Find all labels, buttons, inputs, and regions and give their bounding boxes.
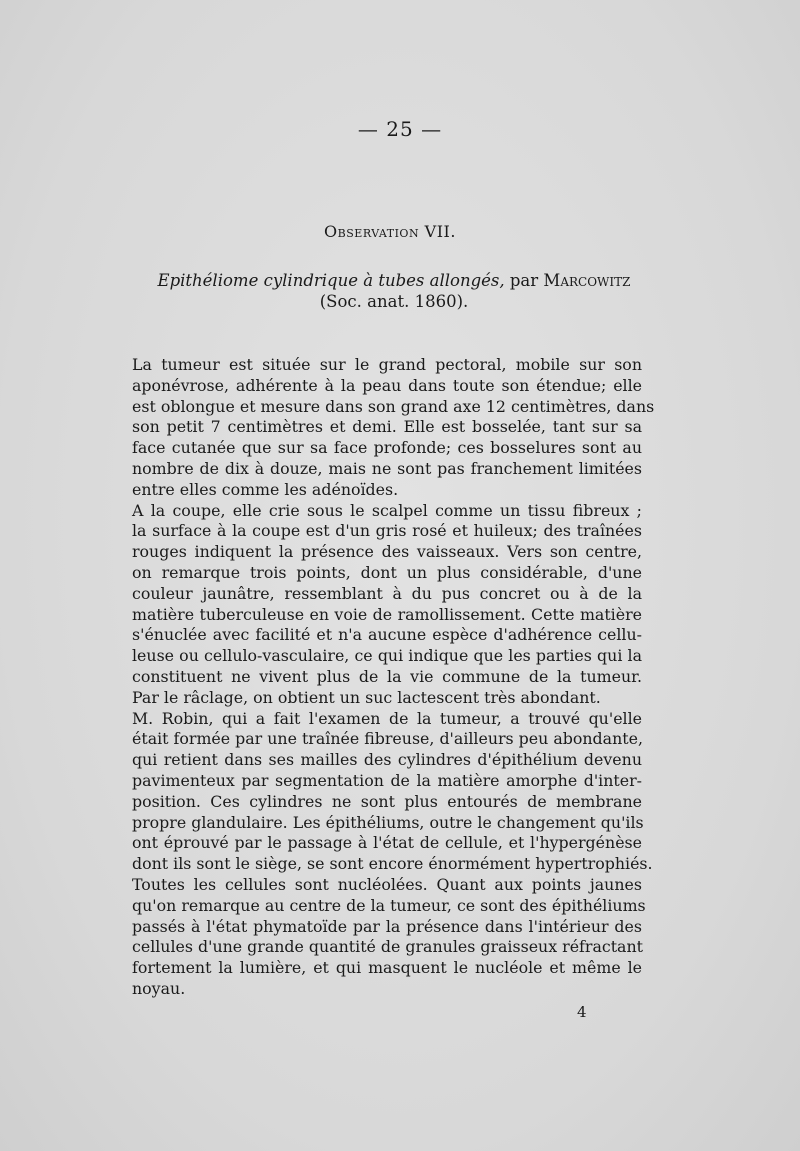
body-line: position. Ces cylindres ne sont plus entourés de membrane bbox=[132, 791, 642, 811]
subtitle-source: (Soc. anat. 1860). bbox=[319, 292, 469, 311]
body-line: ont éprouvé par le passage à l'état de cellule, et l'hypergénèse bbox=[132, 833, 642, 853]
body-line: on remarque trois points, dont un plus considérable, d'une bbox=[132, 562, 642, 582]
body-line: fortement la lumière, et qui masquent le nucléole et même le bbox=[132, 958, 642, 978]
body-line: La tumeur est située sur le grand pectoral, mobile sur son bbox=[132, 355, 642, 374]
signature-mark: 4 bbox=[577, 1003, 587, 1021]
body-text bbox=[132, 355, 655, 1000]
body-line: Par le râclage, on obtient un suc lactescent très abondant. bbox=[132, 687, 601, 707]
body-line: rouges indiquent la présence des vaisseaux. Vers son centre, bbox=[132, 542, 642, 562]
page-number: — 25 — bbox=[357, 117, 443, 141]
body-line: pavimenteux par segmentation de la matière amorphe d'inter- bbox=[132, 770, 642, 790]
body-line: la surface à la coupe est d'un gris rosé et huileux; des traînées bbox=[132, 521, 642, 541]
body-line: était formée par une traînée fibreuse, d'ailleurs peu abondante, bbox=[132, 729, 643, 749]
subtitle-italic: Epithéliome cylindrique à tubes allongés, bbox=[157, 271, 505, 290]
observation-subtitle bbox=[0, 270, 788, 312]
body-line: qu'on remarque au centre de la tumeur, ce sont des épithéliums bbox=[132, 895, 646, 915]
body-line: son petit 7 centimètres et demi. Elle est bosselée, tant sur sa bbox=[132, 417, 642, 437]
body-line: constituent ne vivent plus de la vie commune de la tumeur. bbox=[132, 666, 642, 686]
body-line: noyau. bbox=[132, 978, 186, 998]
body-line: dont ils sont le siège, se sont encore énormément hypertrophiés. bbox=[132, 854, 653, 874]
body-line: leuse ou cellulo-vasculaire, ce qui indique que les parties qui la bbox=[132, 646, 642, 666]
body-line: cellules d'une grande quantité de granules graisseux réfractant bbox=[132, 937, 643, 957]
body-line: propre glandulaire. Les épithéliums, outre le changement qu'ils bbox=[132, 812, 644, 832]
body-line: A la coupe, elle crie sous le scalpel comme un tissu fibreux ; bbox=[132, 500, 642, 520]
observation-title: Observation VII. bbox=[324, 222, 456, 241]
body-line: couleur jaunâtre, ressemblant à du pus concret ou à de la bbox=[132, 583, 642, 603]
body-line: entre elles comme les adénoïdes. bbox=[132, 479, 399, 499]
body-line: face cutanée que sur sa face profonde; ces bosselures sont au bbox=[132, 438, 642, 458]
body-line: matière tuberculeuse en voie de ramollissement. Cette matière bbox=[132, 604, 642, 624]
body-line: s'énuclée avec facilité et n'a aucune espèce d'adhérence cellu- bbox=[132, 625, 642, 645]
body-line: passés à l'état phymatoïde par la présence dans l'intérieur des bbox=[132, 916, 642, 936]
body-line: aponévrose, adhérente à la peau dans toute son étendue; elle bbox=[132, 375, 642, 395]
body-line: M. Robin, qui a fait l'examen de la tumeur, a trouvé qu'elle bbox=[132, 708, 642, 728]
subtitle-author: Marcowitz bbox=[543, 271, 631, 290]
subtitle-by: par bbox=[509, 271, 539, 290]
body-line: nombre de dix à douze, mais ne sont pas franchement limitées bbox=[132, 458, 642, 478]
body-line: qui retient dans ses mailles des cylindres d'épithélium devenu bbox=[132, 750, 642, 770]
body-line: Toutes les cellules sont nucléolées. Quant aux points jaunes bbox=[132, 874, 642, 894]
body-line: est oblongue et mesure dans son grand axe 12 centimètres, dans bbox=[132, 396, 655, 416]
